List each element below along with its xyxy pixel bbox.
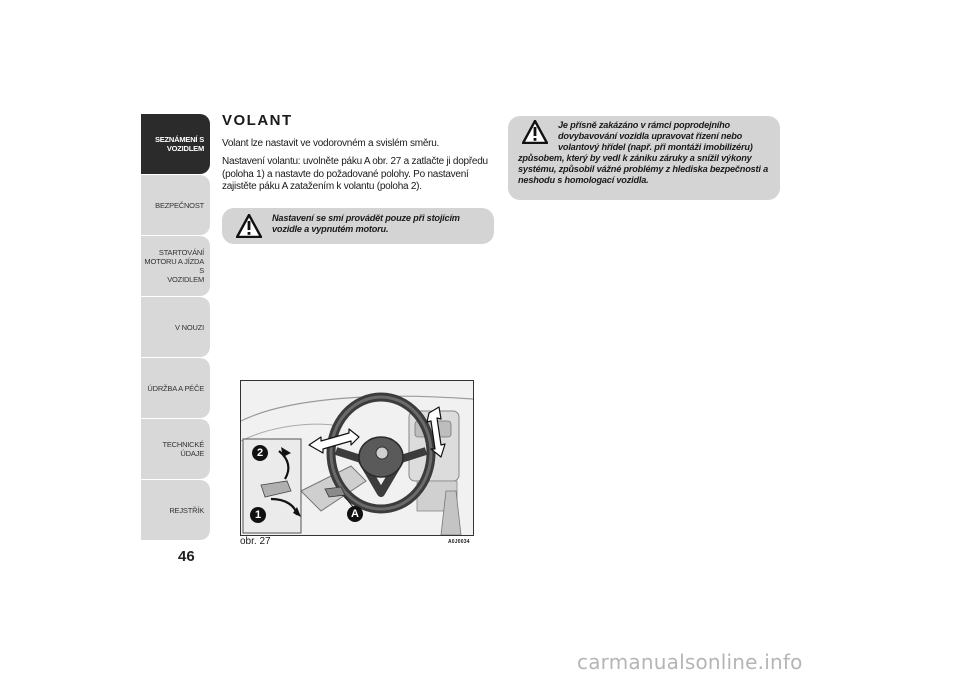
tab-seznameni[interactable] <box>141 114 210 174</box>
warning-box <box>222 208 494 244</box>
page-number: 46 <box>178 548 195 565</box>
tab-rejstrik[interactable] <box>141 480 210 540</box>
tab-label: V NOUZI <box>174 322 204 332</box>
paragraph-intro: Volant lze nastavit ve vodorovném a svislém směru. <box>222 138 440 149</box>
figure-code: A0J0034 <box>448 539 470 545</box>
tab-v-nouzi[interactable] <box>141 297 210 357</box>
warning-triangle-icon <box>522 120 548 144</box>
warning-box-modification <box>508 116 780 200</box>
warning-text-part1: Je přísně zakázáno v rámci poprodejního dovybavování vozidla upravovat řízení nebo volantový hřídel (např. při montáži imobilizéru) <box>558 120 753 152</box>
tab-label: ÚDRŽBA A PÉČE <box>147 383 204 393</box>
tab-label: BEZPEČNOST <box>155 200 204 210</box>
tab-udrzba[interactable] <box>141 358 210 418</box>
marker-a: A <box>347 506 363 522</box>
warning-text-part2: způsobem, který by vedl k zániku záruky a snížil výkony systému, způsobil vážné problémy z hlediska bezpečnosti a neshodu s homologací vozidla. <box>518 153 769 185</box>
tab-technicke-udaje[interactable] <box>141 419 210 479</box>
chapter-tabs <box>141 114 211 541</box>
figure-caption: obr. 27 <box>240 536 271 547</box>
warning-triangle-icon <box>236 214 262 238</box>
tab-label: TECHNICKÉ ÚDAJE <box>162 440 204 458</box>
tab-bezpecnost[interactable] <box>141 175 210 235</box>
tab-label: REJSTŘÍK <box>169 505 204 515</box>
marker-2: 2 <box>252 445 268 461</box>
paragraph-instructions: Nastavení volantu: uvolněte páku A obr. 27 a zatlačte ji dopředu (poloha 1) a nastavte do požadované polohy. Po nastavení zajistěte páku A zatažením k volantu (poloha 2). <box>222 156 488 192</box>
tab-label: SEZNÁMENÍ S VOZIDLEM <box>154 135 204 153</box>
section-heading: VOLANT <box>222 112 293 129</box>
marker-1: 1 <box>250 507 266 523</box>
tab-label: STARTOVÁNÍ MOTORU A JÍZDA S VOZIDLEM <box>144 248 204 284</box>
warning-text: Nastavení se smí provádět pouze při stojícím vozidle a vypnutém motoru. <box>272 213 460 234</box>
watermark: carmanualsonline.info <box>577 650 803 674</box>
steering-wheel-figure <box>240 380 474 536</box>
tab-startovani[interactable] <box>141 236 210 296</box>
